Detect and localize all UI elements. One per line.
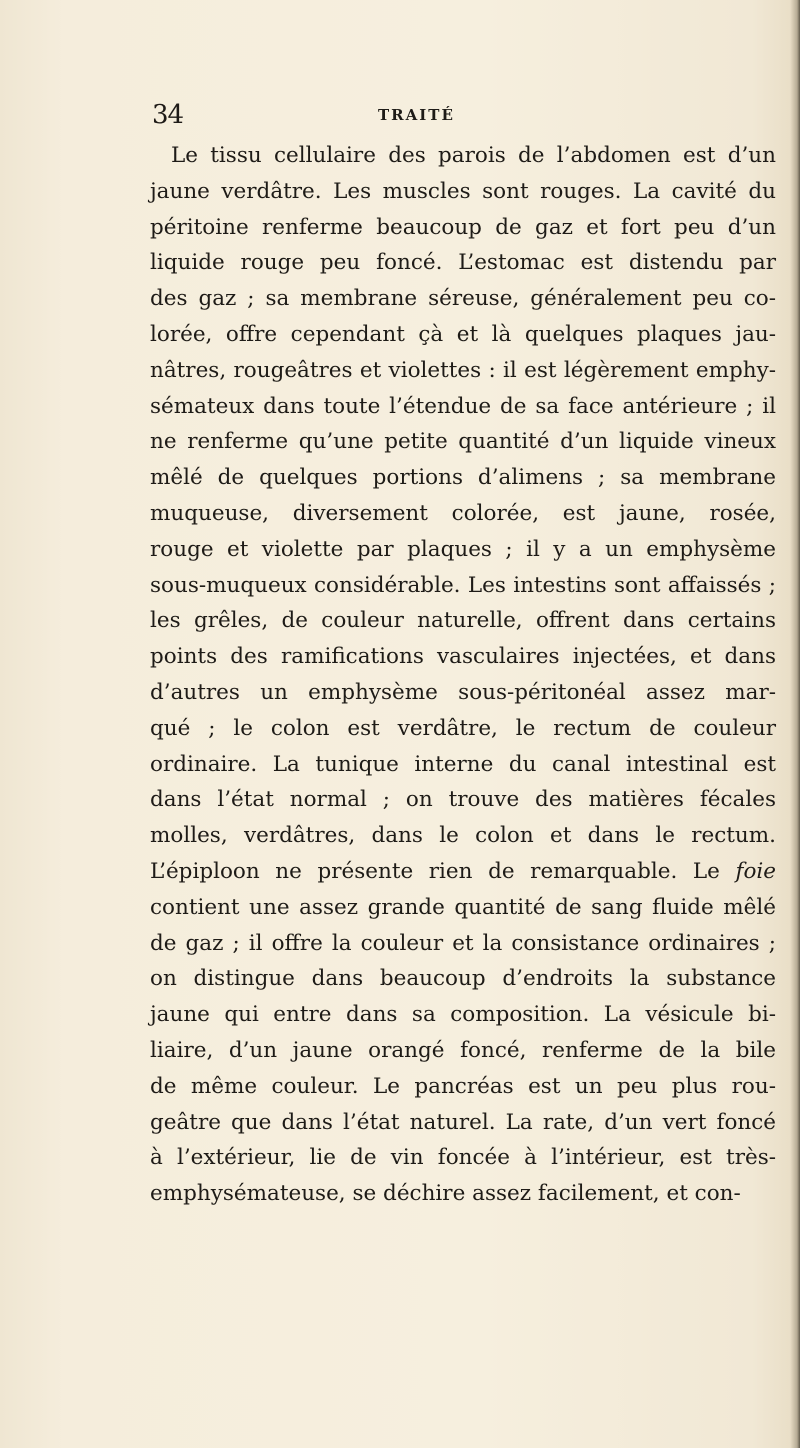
text-line: qué ; le colon est verdâtre, le rectum de couleur xyxy=(150,715,776,741)
text-line: des gaz ; sa membrane séreuse, généralement peu co- xyxy=(150,286,776,312)
text-line: sous-muqueux considérable. Les intestins sont affaissés ; xyxy=(150,572,776,598)
text-line-with-italic xyxy=(150,854,776,890)
text-line: péritoine renferme beaucoup de gaz et fort peu d’un xyxy=(150,214,776,240)
text-line: lorée, offre cependant çà et là quelques plaques jau- xyxy=(150,321,776,347)
text-segment: L’épiploon ne présente rien de remarquable. Le xyxy=(150,858,720,884)
text-line: d’autres un emphysème sous-péritonéal assez mar- xyxy=(150,679,776,705)
italic-word: foie xyxy=(735,858,776,884)
page-number: 34 xyxy=(152,100,184,130)
text-line: muqueuse, diversement colorée, est jaune, rosée, xyxy=(150,500,776,526)
text-line: sémateux dans toute l’étendue de sa face antérieure ; il xyxy=(150,393,776,419)
text-line: les grêles, de couleur naturelle, offrent dans certains xyxy=(150,608,776,634)
text-line: nâtres, rougeâtres et violettes : il est légèrement emphy- xyxy=(150,357,776,383)
text-line: molles, verdâtres, dans le colon et dans le rectum. xyxy=(150,823,776,849)
page-edge-shadow xyxy=(790,0,800,1448)
text-line: ordinaire. La tunique interne du canal intestinal est xyxy=(150,751,776,777)
text-line: de même couleur. Le pancréas est un peu plus rou- xyxy=(150,1073,776,1099)
text-line: rouge et violette par plaques ; il y a un emphysème xyxy=(150,536,776,562)
text-line: de gaz ; il offre la couleur et la consistance ordinaires ; xyxy=(150,930,776,956)
running-head: TRAITÉ xyxy=(378,106,455,124)
text-line: dans l’état normal ; on trouve des matières fécales xyxy=(150,787,776,813)
text-line: Le tissu cellulaire des parois de l’abdomen est d’un xyxy=(171,143,776,168)
text-line: geâtre que dans l’état naturel. La rate, d’un vert foncé xyxy=(150,1109,776,1135)
text-line: jaune verdâtre. Les muscles sont rouges. La cavité du xyxy=(150,178,776,204)
text-line: contient une assez grande quantité de sang fluide mêlé xyxy=(150,894,776,920)
text-line: ne renferme qu’une petite quantité d’un liquide vineux xyxy=(150,429,776,455)
body-text xyxy=(150,138,776,1212)
text-line: mêlé de quelques portions d’alimens ; sa membrane xyxy=(150,465,776,491)
text-line: à l’extérieur, lie de vin foncée à l’intérieur, est très- xyxy=(150,1145,776,1171)
text-line: on distingue dans beaucoup d’endroits la substance xyxy=(150,966,776,992)
text-line: points des ramifications vasculaires injectées, et dans xyxy=(150,644,776,670)
text-line: liaire, d’un jaune orangé foncé, renferme de la bile xyxy=(150,1037,776,1063)
text-line: emphysémateuse, se déchire assez facilement, et con- xyxy=(150,1181,741,1207)
text-line: liquide rouge peu foncé. L’estomac est distendu par xyxy=(150,250,776,276)
text-line: jaune qui entre dans sa composition. La vésicule bi- xyxy=(150,1002,776,1028)
